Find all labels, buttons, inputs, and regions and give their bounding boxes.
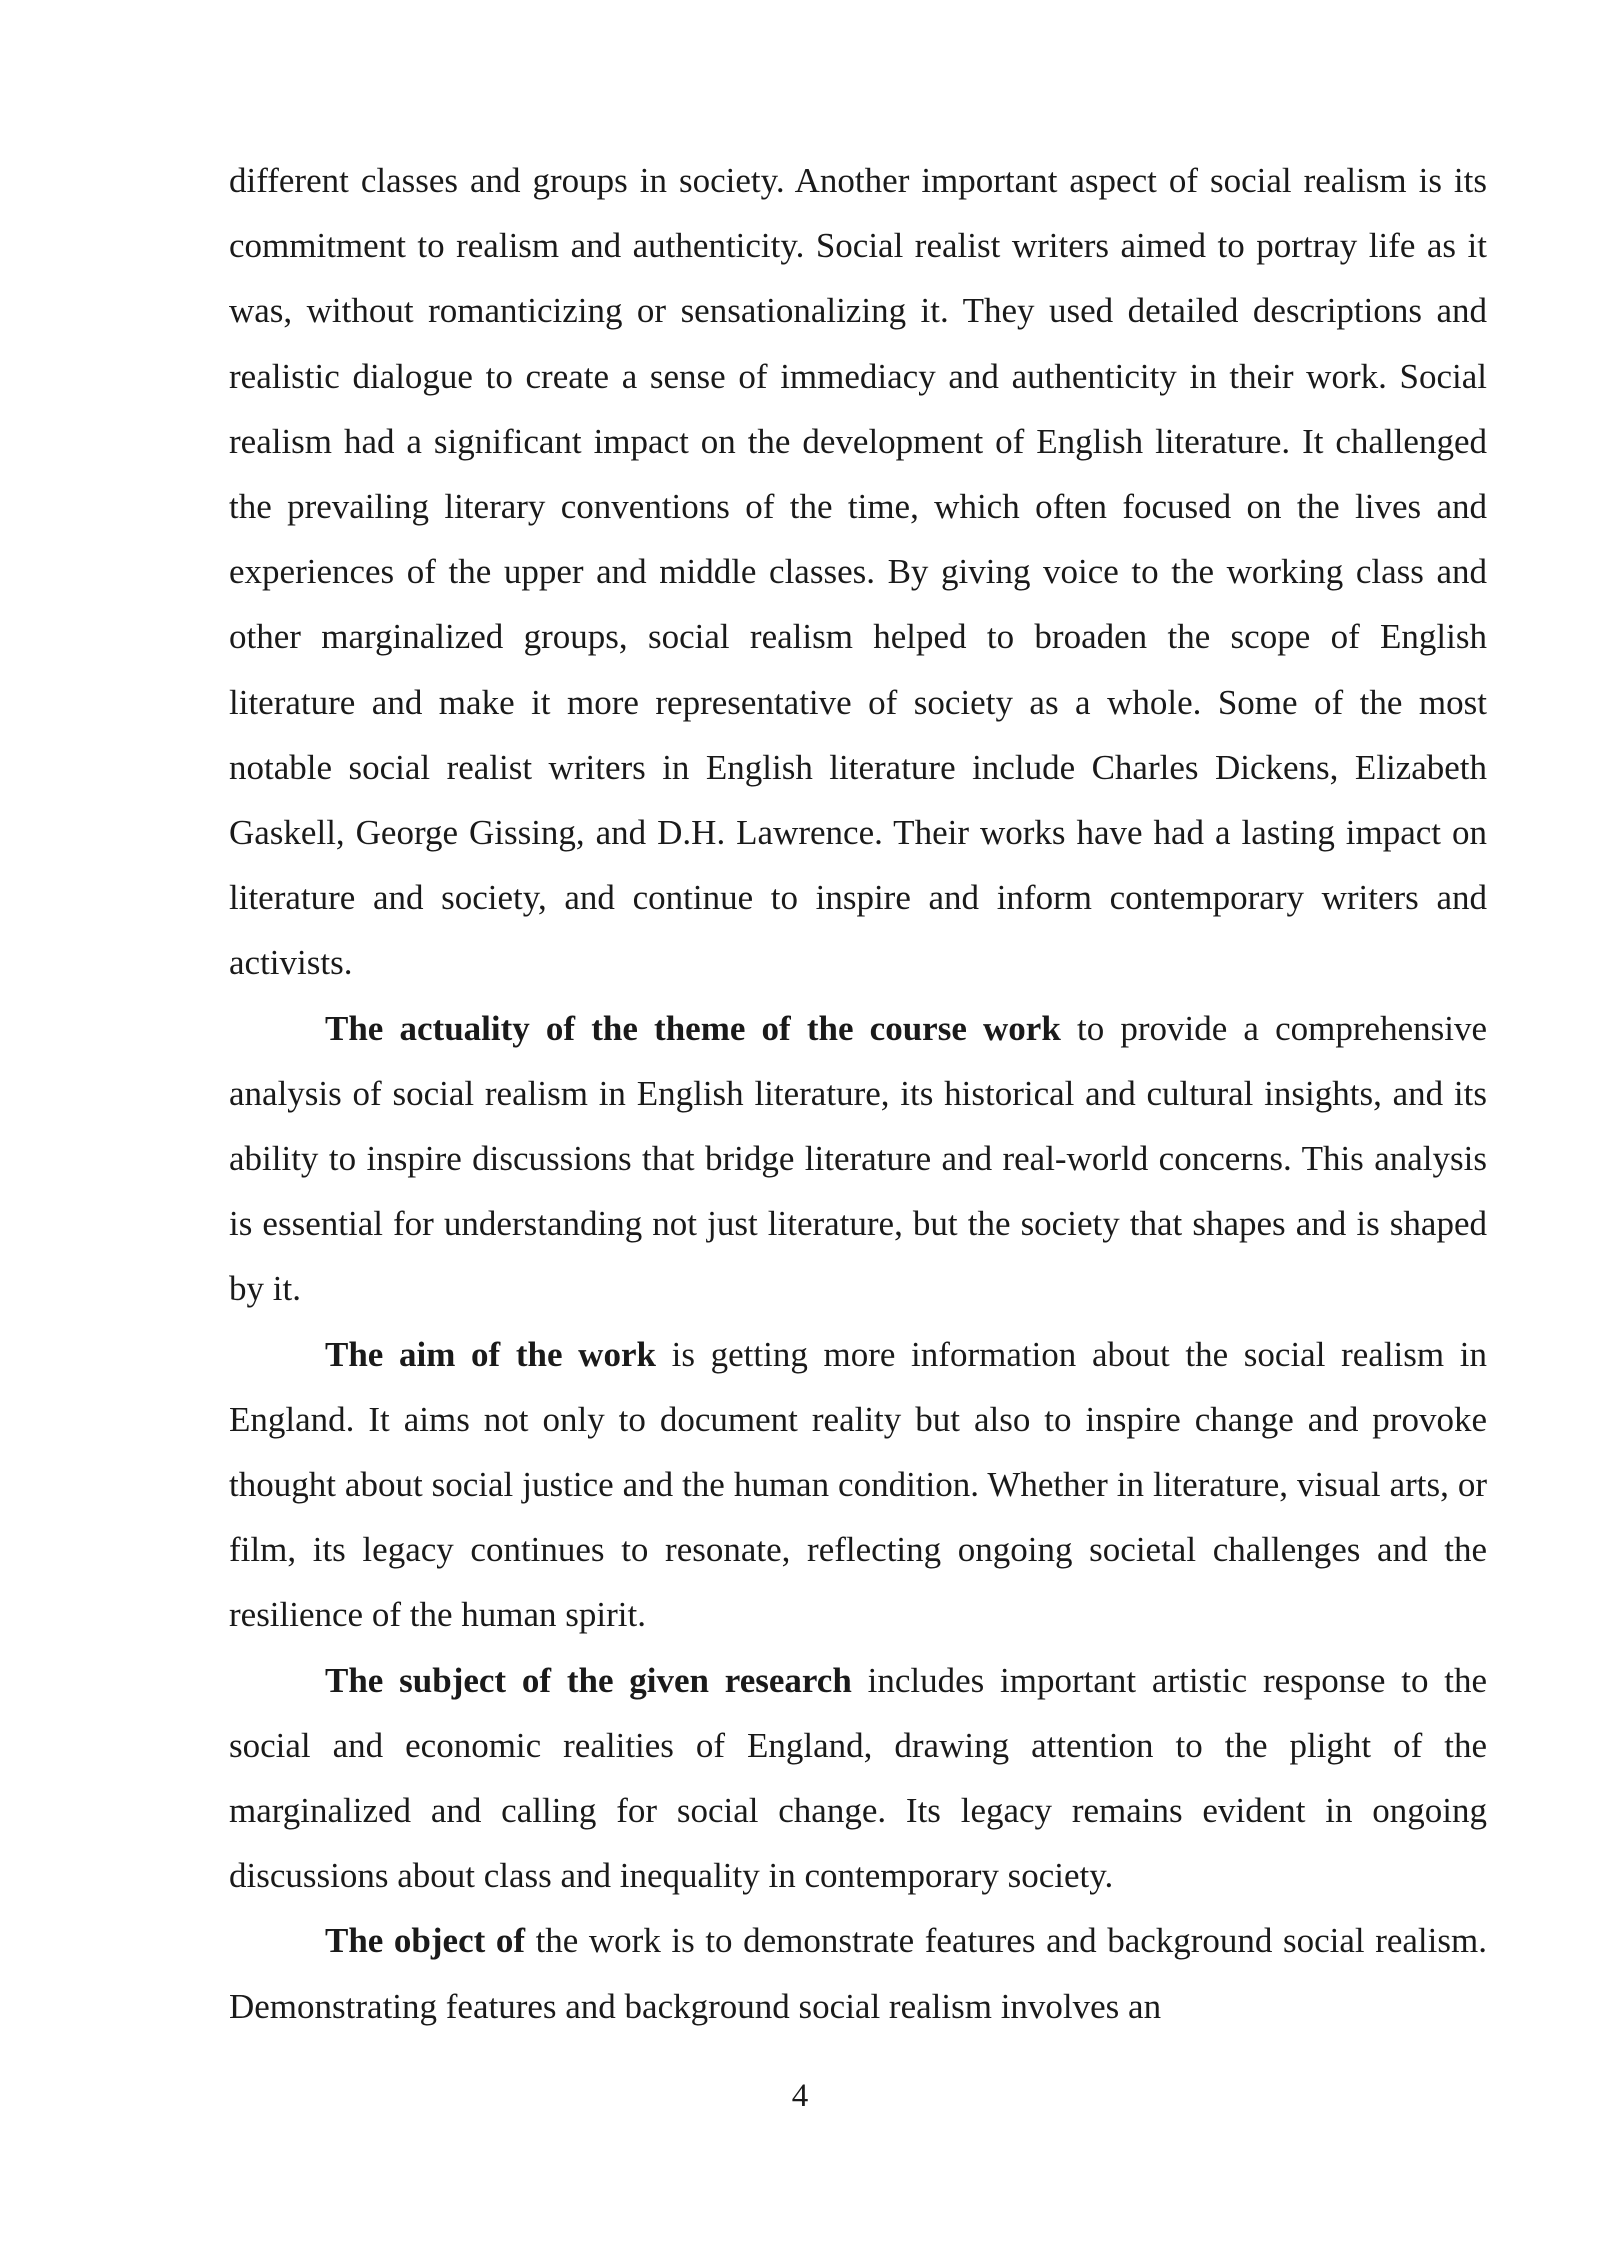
paragraph-heading: The aim of the work	[325, 1334, 656, 1374]
paragraph-continuation	[229, 148, 1487, 996]
paragraph-heading: The actuality of the theme of the course work	[325, 1008, 1061, 1048]
body-text	[229, 148, 1487, 2039]
page-number: 4	[791, 2078, 809, 2114]
paragraph-object	[229, 1908, 1487, 2038]
paragraph-subject	[229, 1648, 1487, 1909]
paragraph-aim	[229, 1322, 1487, 1648]
paragraph-text: different classes and groups in society. Another important aspect of social realism is its commitment to realism and authenticity. Social realist writers aimed to portray life as it was, without romanticizing or sensationalizing it. They used detailed descriptions and realistic dialogue to create a sense of immediacy and authenticity in their work. Social realism had a significant impact on the development of English literature. It challenged the prevailing literary conventions of the time, which often focused on the lives and experiences of the upper and middle classes. By giving voice to the working class and other marginalized groups, social realism helped to broaden the scope of English literature and make it more representative of society as a whole. Some of the most notable social realist writers in English literature include Charles Dickens, Elizabeth Gaskell, George Gissing, and D.H. Lawrence. Their works have had a lasting impact on literature and society, and continue to inspire and inform contemporary writers and activists.	[229, 161, 1487, 983]
paragraph-text: includes important artistic response to the social and economic realities of England, drawing attention to the plight of the marginalized and calling for social change. Its legacy remains evident in ongoing discussions about class and inequality in contemporary society.	[229, 1660, 1487, 1896]
paragraph-heading: The object of	[325, 1921, 525, 1961]
paragraph-heading: The subject of the given research	[325, 1660, 852, 1700]
paragraph-text: is getting more information about the social realism in England. It aims not only to document reality but also to inspire change and provoke thought about social justice and the human condition. Whether in literature, visual arts, or film, its legacy continues to resonate, reflecting ongoing societal challenges and the resilience of the human spirit.	[229, 1334, 1487, 1635]
paragraph-actuality	[229, 996, 1487, 1322]
paragraph-text: to provide a comprehensive analysis of social realism in English literature, its historical and cultural insights, and its ability to inspire discussions that bridge literature and real-world concerns. This analysis is essential for understanding not just literature, but the society that shapes and is shaped by it.	[229, 1008, 1487, 1309]
paragraph-text: the work is to demonstrate features and background social realism. Demonstrating features and background social realism involves an	[229, 1921, 1487, 2026]
